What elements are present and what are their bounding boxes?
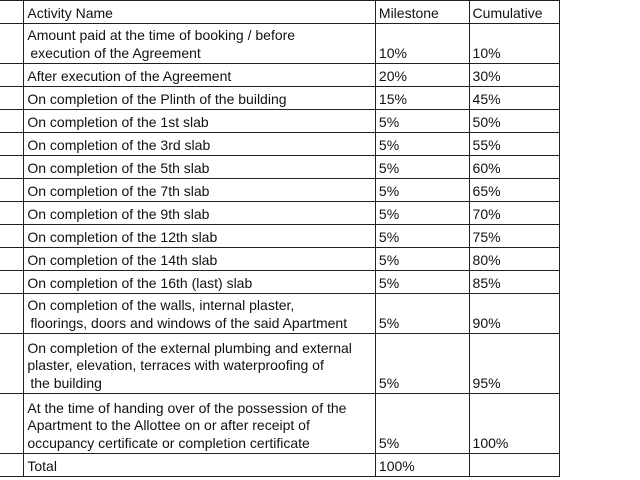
milestone-cell: 5%	[375, 271, 469, 294]
row-no	[0, 334, 24, 394]
cumulative-cell: 75%	[469, 225, 559, 248]
milestone-cell: 5%	[375, 156, 469, 179]
cumulative-cell: 65%	[469, 179, 559, 202]
activity-line: On completion of the 9th slab	[27, 205, 210, 222]
total-milestone: 100%	[375, 454, 469, 477]
header-milestone: Milestone	[375, 1, 469, 24]
activity-cell	[24, 394, 376, 454]
activity-line: On completion of the external plumbing and external	[27, 339, 352, 356]
activity-line: On completion of the walls, internal plaster,	[27, 297, 295, 313]
milestone-cell: 5%	[375, 202, 469, 225]
row-no	[0, 248, 24, 271]
table-row	[0, 202, 560, 225]
row-no	[0, 294, 24, 334]
total-row	[0, 454, 560, 477]
milestone-cell: 20%	[375, 64, 469, 87]
cumulative-cell: 60%	[469, 156, 559, 179]
activity-line: On completion of the Plinth of the building	[27, 90, 287, 107]
cumulative-cell: 55%	[469, 133, 559, 156]
activity-cell	[24, 87, 376, 110]
table-header-row	[0, 1, 560, 24]
row-no	[0, 24, 24, 64]
activity-line: the building	[30, 374, 102, 391]
cumulative-cell: 100%	[469, 394, 559, 454]
activity-line: On completion of the 3rd slab	[27, 136, 211, 153]
activity-cell	[24, 133, 376, 156]
cumulative-cell: 85%	[469, 271, 559, 294]
milestone-cell: 5%	[375, 179, 469, 202]
cumulative-cell: 10%	[469, 24, 559, 64]
header-cumulative: Cumulative	[469, 1, 559, 24]
cumulative-cell: 30%	[469, 64, 559, 87]
activity-cell	[24, 156, 376, 179]
activity-line: execution of the Agreement	[30, 44, 201, 61]
milestone-cell: 5%	[375, 334, 469, 394]
table-row	[0, 294, 560, 334]
table-row	[0, 156, 560, 179]
activity-line: On completion of the 7th slab	[27, 182, 210, 199]
activity-cell	[24, 271, 376, 294]
table-row	[0, 248, 560, 271]
header-no	[0, 1, 24, 24]
row-no	[0, 394, 24, 454]
activity-line: After execution of the Agreement	[27, 67, 232, 84]
milestone-cell: 5%	[375, 248, 469, 271]
cumulative-cell: 90%	[469, 294, 559, 334]
table-row	[0, 133, 560, 156]
activity-line: On completion of the 5th slab	[27, 159, 210, 176]
cumulative-cell: 95%	[469, 334, 559, 394]
cumulative-cell: 50%	[469, 110, 559, 133]
milestone-cell: 5%	[375, 225, 469, 248]
row-no	[0, 87, 24, 110]
activity-line: On completion of the 1st slab	[27, 113, 209, 130]
milestone-cell: 5%	[375, 394, 469, 454]
milestone-cell: 15%	[375, 87, 469, 110]
row-no	[0, 110, 24, 133]
activity-cell	[24, 179, 376, 202]
activity-line: At the time of handing over of the possession of the	[27, 399, 347, 416]
activity-cell	[24, 110, 376, 133]
total-cumulative	[469, 454, 559, 477]
activity-line: occupancy certificate or completion certificate	[27, 434, 310, 451]
row-no	[0, 202, 24, 225]
activity-cell	[24, 24, 376, 64]
table-row	[0, 110, 560, 133]
cumulative-cell: 70%	[469, 202, 559, 225]
activity-cell	[24, 64, 376, 87]
milestone-cell: 5%	[375, 294, 469, 334]
header-activity-name: Activity Name	[24, 1, 376, 24]
total-label: Total	[24, 454, 376, 477]
activity-cell	[24, 294, 376, 334]
row-no	[0, 133, 24, 156]
table-row	[0, 334, 560, 394]
row-no	[0, 156, 24, 179]
activity-line: On completion of the 16th (last) slab	[27, 274, 253, 291]
activity-line: Apartment to the Allottee on or after receipt of	[27, 417, 310, 433]
activity-cell	[24, 225, 376, 248]
table-row	[0, 87, 560, 110]
activity-cell	[24, 202, 376, 225]
table-row	[0, 271, 560, 294]
table-row	[0, 179, 560, 202]
activity-line: plaster, elevation, terraces with waterproofing of	[27, 357, 324, 373]
table-row	[0, 24, 560, 64]
row-no	[0, 271, 24, 294]
table-row	[0, 394, 560, 454]
milestone-cell: 10%	[375, 24, 469, 64]
milestone-cell: 5%	[375, 110, 469, 133]
table-row	[0, 225, 560, 248]
activity-line: Amount paid at the time of booking / before	[27, 27, 296, 43]
activity-cell	[24, 248, 376, 271]
row-no	[0, 454, 24, 477]
activity-line: On completion of the 14th slab	[27, 251, 218, 268]
cumulative-cell: 80%	[469, 248, 559, 271]
milestone-cell: 5%	[375, 133, 469, 156]
activity-line: floorings, doors and windows of the said Apartment	[30, 314, 348, 331]
activity-cell	[24, 334, 376, 394]
activity-line: On completion of the 12th slab	[27, 228, 218, 245]
table-row	[0, 64, 560, 87]
cumulative-cell: 45%	[469, 87, 559, 110]
row-no	[0, 64, 24, 87]
row-no	[0, 179, 24, 202]
row-no	[0, 225, 24, 248]
